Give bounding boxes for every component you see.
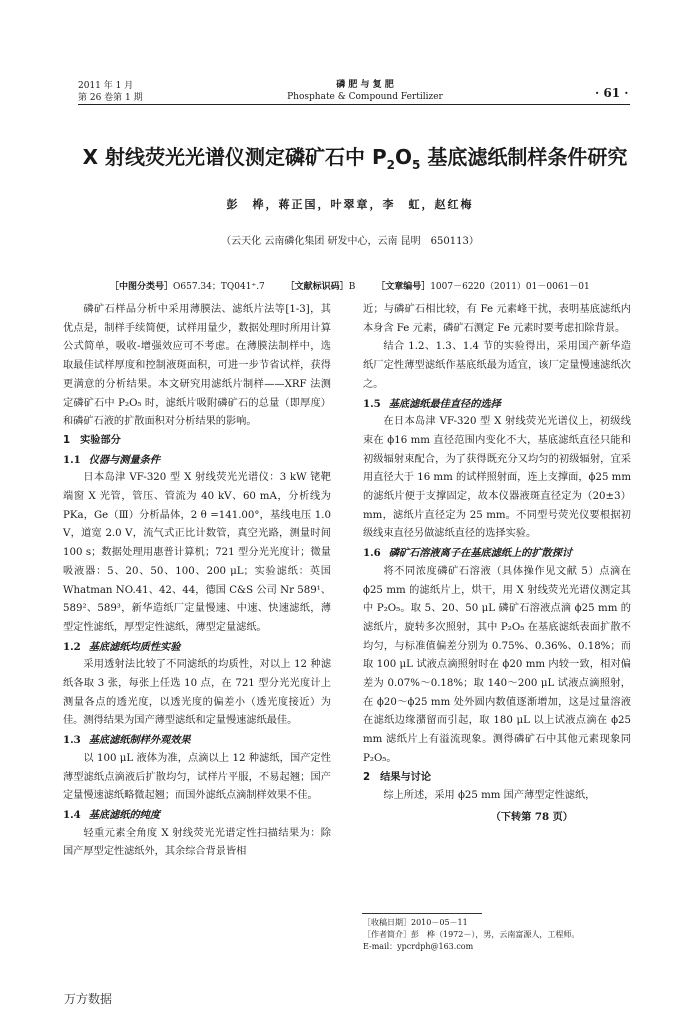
issue-info bbox=[78, 80, 143, 104]
subsection-heading: 1.4 基底滤纸的纯度 bbox=[63, 808, 161, 821]
paragraph: 近；与磷矿石相比较，有 Fe 元素峰干扰，表明基底滤纸内本身含 Fe 元素，磷矿石测定 Fe 元素时要考虑扣除背景。 bbox=[363, 304, 631, 334]
paragraph: 在日本岛津 VF-320 型 X 射线荧光光谱仪上，初级线束在 ϕ16 mm 直径范围内变化不大，基底滤纸直径只能和初级辐射束配合，为了获得既充分又均匀的初级辐射，宜采用直径大于 16 mm 的试样照射面，连上支撑面，ϕ25 mm 的滤纸片便于支撑固定，故本仪器液斑直径定为（20±3）mm，滤纸片直径定为 25 mm。不同型号荧光仪要根据初级线束直径另做滤纸直径的选择实验。 bbox=[363, 416, 631, 540]
paragraph: 结合 1.2、1.3、1.4 节的实验得出，采用国产新华造纸厂定性薄型滤纸作基底纸最为适宜，该厂定量慢速滤纸次之。 bbox=[363, 341, 631, 390]
paragraph: 轻重元素全角度 X 射线荧光光谱定性扫描结果为：除国产厚型定性滤纸外，其余综合背景皆相 bbox=[63, 827, 331, 858]
paragraph: 综上所述，采用 ϕ25 mm 国产薄型定性滤纸， bbox=[383, 790, 596, 802]
paragraph: 日本岛津 VF-320 型 X 射线荧光光谱仪：3 kW 铑靶端窗 X 光管，管压、管流为 40 kV、60 mA，分析线为 PKa，Ge（Ⅲ）分析晶体，2 θ =141.00°，基线电压 1.0 V，道宽 2.0 V，流气式正比计数管，真空光路，测量时间 100 s；数据处理用惠普计算机；721 型分光光度计；微量吸液器：5、20、50、100、200 μL；实验滤纸：英国 Whatman NO.41、42、44，德国 C&S 公司 Nr 589¹、589²、589³，新华造纸厂定量慢速、中速、快速滤纸，薄型定性滤纸，厚型定性滤纸，薄型定量滤纸。 bbox=[63, 472, 331, 633]
doc-value: B bbox=[348, 282, 356, 292]
authors: 彭 桦，蒋正国，叶翠章，李 虹，赵红梅 bbox=[226, 198, 474, 211]
watermark: 万方数据 bbox=[64, 992, 113, 1006]
doc-label: ［文献标识码］ bbox=[285, 282, 349, 292]
cls-label: ［中图分类号］ bbox=[110, 282, 174, 292]
article-title bbox=[40, 141, 670, 172]
subsection-heading: 1.3 基底滤纸制样外观效果 bbox=[63, 734, 191, 747]
page-number: · 61 · bbox=[595, 86, 629, 100]
received-date: ［收稿日期］2010－05－11 bbox=[363, 918, 468, 927]
right-column bbox=[363, 301, 631, 827]
paragraph: 磷矿石样品分析中采用薄膜法、滤纸片法等[1-3]，其优点是，制样手续简便，试样用量少，数据处理时所用计算公式简单，吸收-增强效应可不考虑。在薄膜法制样中，选取最佳试样厚度和控制液斑面积，可进一步节省试样，获得更满意的分析结果。本文研究用滤纸片制样——XRF 法测定磷矿石中 P₂O₅ 时，滤纸片吸附磷矿石的总量（即厚度）和磷矿石液的扩散面积对分析结果的影响。 bbox=[63, 304, 331, 428]
journal-name bbox=[280, 79, 450, 103]
section-heading: 2 结果与讨论 bbox=[363, 771, 432, 783]
paragraph: 将不同浓度磷矿石溶液（具体操作见文献 5）点滴在 ϕ25 mm 的滤纸片上，烘干，用 X 射线荧光光谱仪测定其中 P₂O₅。取 5、20、50 μL 磷矿石溶液点滴 ϕ25 mm 的滤纸片，旋转多次照射，其中 P₂O₅ 在基底滤纸表面扩散不均匀，与标准值偏差分别为 0.75%、0.36%、0.18%；而取 100 μL 试液点滴照射时在 ϕ20 mm 内较一致，相对偏差为 0.07%～0.18%；取 140～200 μL 试液点滴照射，在 ϕ20～ϕ25 mm 处外圆内数值逐渐增加，这是过量溶液在滤纸边缘潴留而引起，取 180 μL 以上试液点滴在 ϕ25 mm 滤纸片上有溢流现象。测得磷矿石中其他元素现象同 P₂O₅。 bbox=[363, 565, 631, 764]
footnote bbox=[363, 917, 633, 953]
footnote-rule bbox=[362, 913, 482, 914]
title-o: O bbox=[395, 145, 413, 169]
continued-note: （下转第 78 页） bbox=[490, 810, 573, 823]
subsection-heading: 1.1 仪器与测量条件 bbox=[63, 453, 161, 466]
left-column bbox=[63, 301, 331, 862]
subsection-heading: 1.6 磷矿石溶液离子在基底滤纸上的扩散探讨 bbox=[363, 547, 573, 560]
issue-volume: 第 26 卷第 1 期 bbox=[78, 93, 143, 103]
id-label: ［文章编号］ bbox=[376, 282, 431, 292]
author-bio: ［作者简介］彭 桦（1972－），男，云南富源人，工程师。 bbox=[363, 930, 580, 939]
title-part2: 基底滤纸制样条件研究 bbox=[420, 145, 628, 169]
title-sub-5: 5 bbox=[412, 158, 421, 172]
cls-value: O657.34；TQ041⁺.7 bbox=[173, 282, 265, 292]
subsection-heading: 1.5 基底滤纸最佳直径的选择 bbox=[363, 397, 501, 410]
section-heading: 1 实验部分 bbox=[63, 434, 121, 446]
subsection-heading: 1.2 基底滤纸均质性实验 bbox=[63, 640, 181, 653]
paragraph: 采用透射法比较了不同滤纸的均质性，对以上 12 种滤纸各取 3 张，每张上任选 10 点，在 721 型分光光度计上测量各点的透光度，以透光度的偏差小（透光度接近）为佳。测得结果为国产薄型滤纸和定量慢速滤纸最佳。 bbox=[63, 659, 331, 727]
header-rule bbox=[78, 104, 630, 105]
issue-date: 2011 年 1 月 bbox=[78, 81, 134, 91]
author-email: E-mail：ypcrdph@163.com bbox=[363, 942, 474, 951]
journal-name-cn: 磷 肥 与 复 肥 bbox=[336, 80, 394, 90]
title-sub-2: 2 bbox=[386, 158, 396, 172]
journal-name-en: Phosphate & Compound Fertilizer bbox=[287, 92, 443, 102]
paragraph: 以 100 μL 液体为准，点滴以上 12 种滤纸，国产定性薄型滤纸点滴液后扩散均匀，试样片平服，不易起翘；国产定量慢速滤纸略微起翘；而国外滤纸点滴制样效果不佳。 bbox=[63, 752, 331, 802]
id-value: 1007－6220（2011）01－0061－01 bbox=[430, 282, 590, 292]
affiliation: （云天化 云南磷化集团 研发中心，云南 昆明 650113） bbox=[221, 236, 479, 247]
classification-line bbox=[110, 279, 630, 292]
title-part1: X 射线荧光光谱仪测定磷矿石中 P bbox=[82, 145, 387, 169]
